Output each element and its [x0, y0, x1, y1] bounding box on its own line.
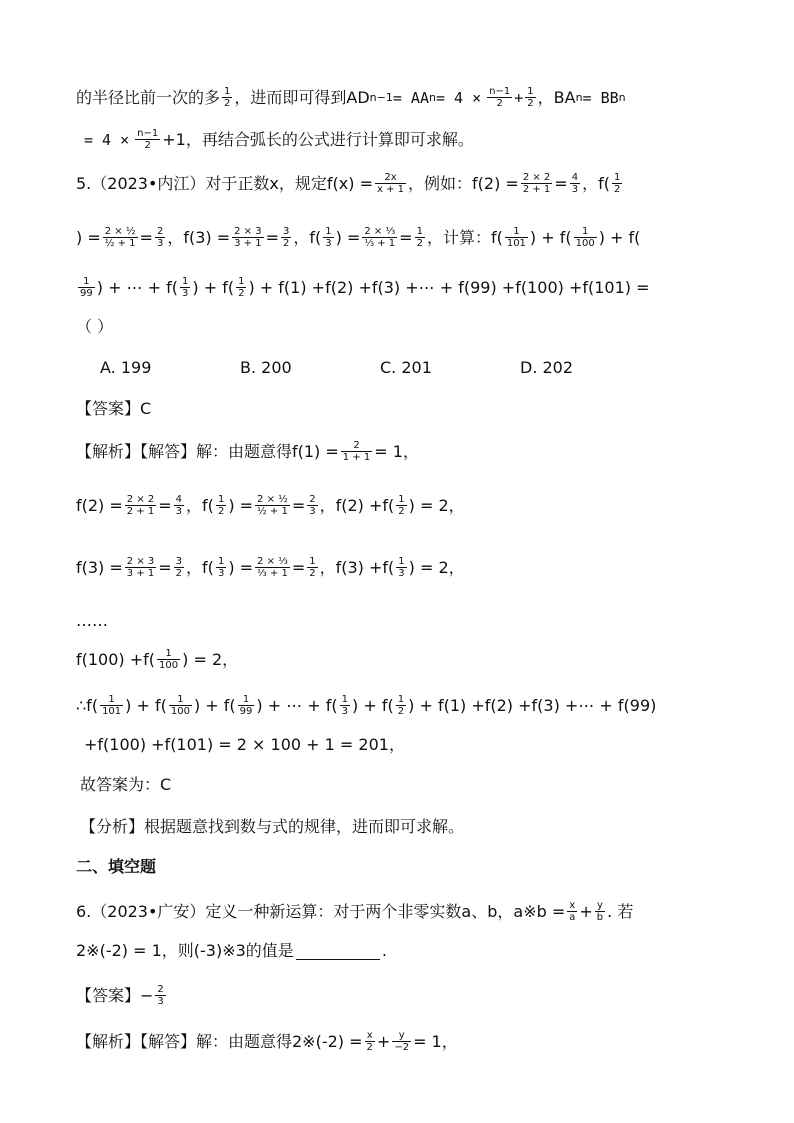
option-c: C. 201 — [380, 358, 432, 377]
analysis-line: 【分析】根据题意找到数与式的规律，进而即可求解。 — [80, 817, 465, 836]
option-a: A. 199 — [100, 358, 152, 377]
question-5-line: 5.（2023•内江）对于正数x，规定f(x) = $\frac{2x}{x + 1}$ ，例如：f(2) = $\frac{2 \times 2}{2 + 1}$ = $\frac{4}{3}$ ，f( $\frac{1}{2}$ — [76, 172, 621, 195]
option-b: B. 200 — [240, 358, 292, 377]
solution-line: +f(100) +f(101) = 2 × 100 + 1 = 201， — [84, 735, 405, 754]
answer-blank[interactable] — [296, 943, 380, 960]
fraction: $\frac{1}{2}$ — [224, 86, 231, 109]
text-segment: ，进而即可得到AD — [234, 87, 370, 107]
solution-line: 【解析】【解答】解：由题意得2※(-2) = $\frac{x}{2}$ + $\frac{y}{-2}$ = 1， — [76, 1030, 458, 1053]
question-5-blank: （ ） — [76, 317, 114, 336]
solution-line: ∴f( $\frac{1}{101}$ ) + f( $\frac{1}{100}$ ) + f( $\frac{1}{99}$ ) + ⋯ + f( $\frac{1}{3}$ ) + f( $\frac{1}{2}$ ) + f(1) +f(2) +f(3) +⋯ + f(99) — [76, 694, 657, 717]
text-line: 的半径比前一次的多 $\frac{1}{2}$ ，进而即可得到AD n−1 = AA n = 4 × $\frac{n-1}{2}$ + $\frac{1}{2}$ ，BA n = BB n — [76, 86, 626, 109]
question-6-line: 2※(-2) = 1，则(-3)※3的值是 . — [76, 941, 387, 960]
fraction: $\frac{n-1}{2}$ — [137, 128, 159, 151]
conclusion-line: 故答案为：C — [80, 775, 172, 794]
question-5-line: $\frac{1}{99}$ ) + ⋯ + f( $\frac{1}{3}$ ) + f( $\frac{1}{2}$ ) + f(1) +f(2) +f(3) +⋯ + f(99) +f(100) +f(101) = — [80, 276, 650, 299]
answer-options — [100, 358, 660, 377]
answer-line: 【答案】− $\frac{2}{3}$ — [76, 984, 164, 1007]
fraction: $\frac{n-1}{2}$ — [489, 86, 511, 109]
answer-line: 【答案】C — [76, 399, 152, 418]
text-segment: 的半径比前一次的多 — [76, 87, 221, 107]
solution-line: f(3) = $\frac{2 \times 3}{3 + 1}$ = $\frac{3}{2}$ ，f( $\frac{1}{3}$ ) = $\frac{\text{2 × ⅓}}{\text{⅓ + 1}}$ = $\frac{1}{2}$ ，f(3) +f( $\frac{1}{3}$ ) = 2， — [76, 556, 465, 579]
solution-line: 【解析】【解答】解：由题意得f(1) = $\frac{2}{1 + 1}$ = 1， — [76, 440, 419, 463]
section-heading: 二、填空题 — [76, 857, 157, 876]
option-d: D. 202 — [520, 358, 574, 377]
solution-line: f(2) = $\frac{2 \times 2}{2 + 1}$ = $\frac{4}{3}$ ，f( $\frac{1}{2}$ ) = $\frac{\text{2 × ½}}{\text{½ + 1}}$ = $\frac{2}{3}$ ，f(2) +f( $\frac{1}{2}$ ) = 2， — [76, 494, 465, 517]
fraction: $\frac{1}{2}$ — [527, 86, 534, 109]
text-line: = 4 × $\frac{n-1}{2}$ +1，再结合弧长的公式进行计算即可求解。 — [84, 128, 474, 151]
question-5-line: ) = $\frac{\text{2 × ½}}{\text{½ + 1}}$ = $\frac{2}{3}$ ，f(3) = $\frac{2 \times 3}{3 + 1}$ = $\frac{3}{2}$ ，f( $\frac{1}{3}$ ) = $\frac{\text{2 × ⅓}}{\text{⅓ + 1}}$ = $\frac{1}{2}$ ，计算：f( $\frac{1}{101}$ ) + f( $\frac{1}{100}$ ) + f( — [76, 226, 641, 249]
solution-line: f(100) +f( $\frac{1}{100}$ ) = 2， — [76, 648, 239, 671]
question-6-line: 6.（2023•广安）定义一种新运算：对于两个非零实数a、b，a※b = $\frac{x}{a}$ + $\frac{y}{b}$ . 若 — [76, 900, 634, 923]
ellipsis-line: …… — [76, 611, 108, 630]
